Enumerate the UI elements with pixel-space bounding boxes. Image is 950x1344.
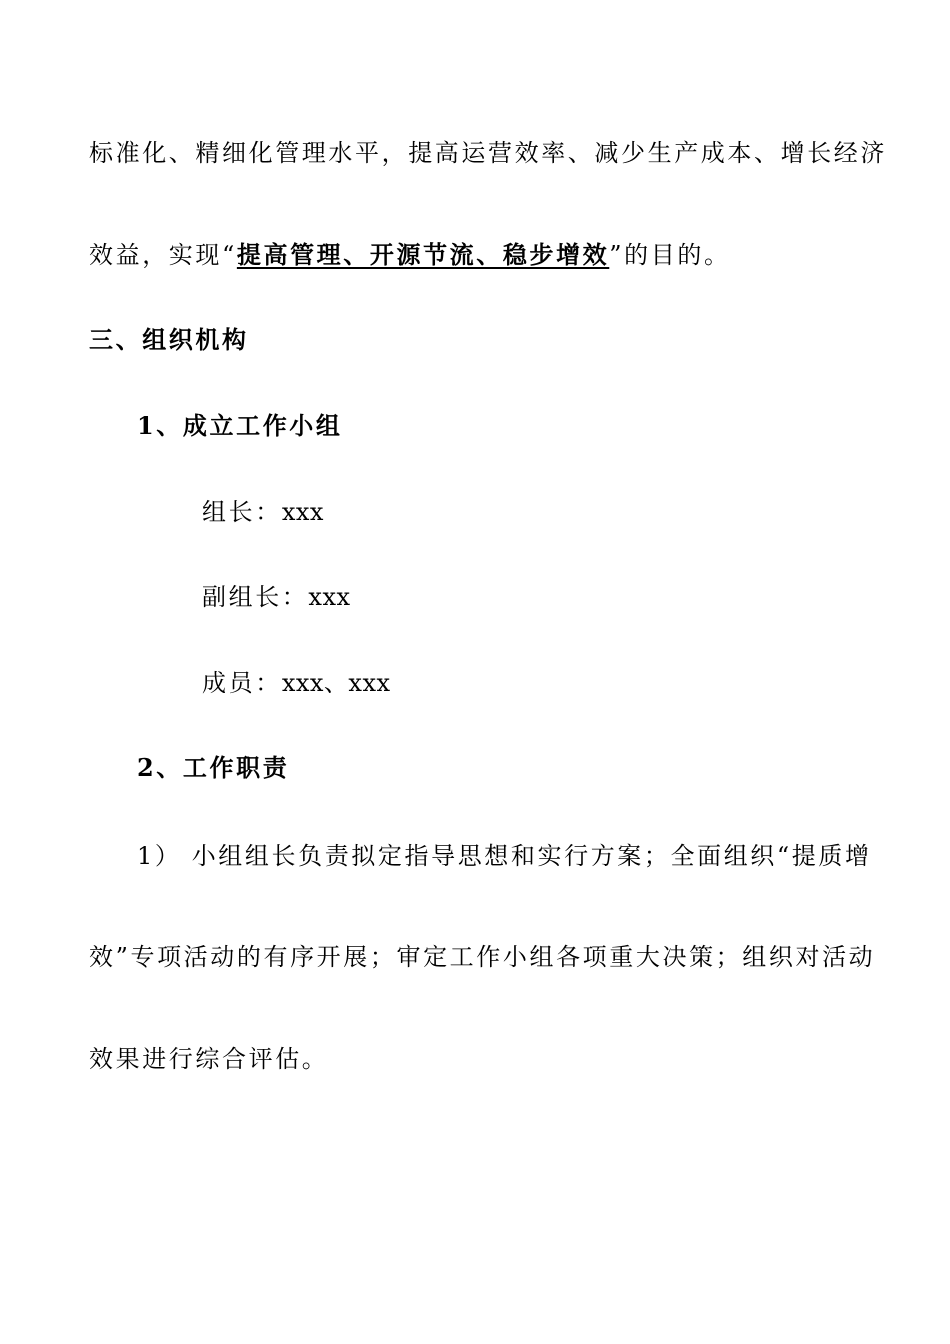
intro-line-2-suffix: ”的目的。: [609, 241, 731, 269]
leader-line: [202, 497, 950, 527]
duty-item-1-line-2-text: 效”专项活动的有序开展；审定工作小组各项重大决策；组织对活动: [89, 943, 876, 971]
deputy-label: 副组长：: [202, 583, 309, 611]
subsection-1-heading: [137, 411, 907, 441]
duty-item-1-line-3-text: 效果进行综合评估。: [89, 1045, 329, 1073]
deputy-line: [202, 582, 950, 612]
members-label: 成员：: [202, 669, 282, 697]
section-heading-text: 三、组织机构: [89, 325, 249, 354]
intro-line-1: [89, 138, 887, 168]
deputy-value: xxx: [308, 583, 351, 611]
section-heading: [89, 325, 859, 355]
leader-value: xxx: [281, 498, 324, 526]
duty-item-1-line-3: [89, 1044, 859, 1074]
intro-line-1-text: 标准化、精细化管理水平，提高运营效率、减少生产成本、增长经济: [89, 139, 887, 167]
members-line: [202, 668, 950, 698]
intro-line-2: [89, 240, 859, 270]
duty-item-1-line-1: [137, 841, 872, 871]
intro-line-2-prefix: 效益，实现“: [89, 241, 237, 269]
subsection-1-heading-text: 1、成立工作小组: [137, 411, 343, 440]
emphasized-goal: 提高管理、开源节流、稳步增效: [236, 240, 610, 269]
duty-item-1-line-1-text: 1） 小组组长负责拟定指导思想和实行方案；全面组织“提质增: [137, 842, 872, 870]
members-value: xxx、xxx: [281, 669, 391, 697]
leader-label: 组长：: [202, 498, 282, 526]
duty-item-1-line-2: [89, 942, 876, 972]
subsection-2-heading-text: 2、工作职责: [137, 753, 290, 782]
subsection-2-heading: [137, 753, 907, 783]
